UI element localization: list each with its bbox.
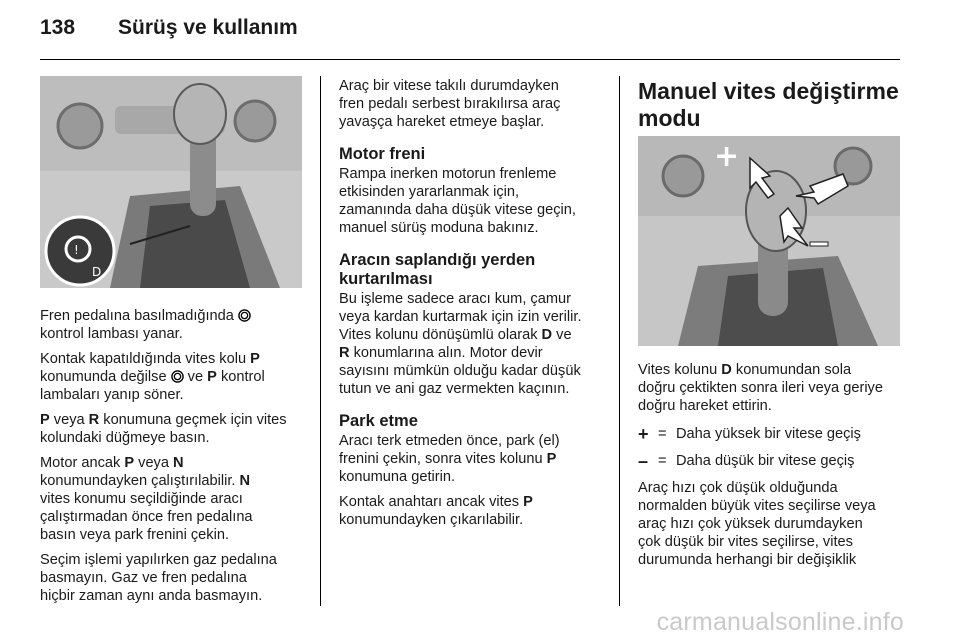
- gear-shifter-figure: [40, 76, 302, 288]
- column-divider-1: [320, 76, 321, 606]
- header-rule: [40, 59, 900, 60]
- legend-downshift: [638, 452, 908, 470]
- svg-text:!: !: [74, 243, 79, 257]
- manual-shift-figure: [638, 136, 900, 346]
- right-column-body: [638, 361, 908, 576]
- paragraph-speed-warning: Araç hızı çok düşük olduğunda normalden büyük vites seçilirse veya araç hızı çok yüksek durumdayken çok düşük bir vites seçilirse, vites durumunda herhangi bir değişiklik: [638, 480, 876, 568]
- paragraph-button: P veya R konumuna geçmek için vites kolundaki düğmeye basın.: [40, 412, 287, 446]
- legend-downshift-label: Daha düşük bir vitese geçiş: [676, 453, 855, 469]
- legend-upshift: [638, 425, 908, 443]
- watermark: carmanualsonline.info: [656, 608, 904, 636]
- paragraph-brake-lamp: Fren pedalına basılmadığında kontrol lambası yanar.: [40, 307, 302, 343]
- paragraph-parking: Aracı terk etmeden önce, park (el) frenini çekin, sonra vites kolunu P konumuna getirin.: [339, 433, 560, 485]
- svg-text:D: D: [92, 265, 102, 279]
- heading-manual-mode: Manuel vites değiştirme modu: [638, 78, 899, 131]
- left-column: [40, 307, 302, 612]
- brake-lamp-icon: [238, 309, 251, 322]
- paragraph-pedal-warning: Seçim işlemi yapılırken gaz pedalına basmayın. Gaz ve fren pedalına hiçbir zaman aynı anda basmayın.: [40, 552, 277, 604]
- brake-lamp-icon: [171, 370, 184, 383]
- equals-sign: =: [658, 453, 667, 469]
- paragraph-key-removal: Kontak anahtarı ancak vites P konumundayken çıkarılabilir.: [339, 494, 533, 528]
- column-divider-2: [619, 76, 620, 606]
- paragraph-engine-start: Motor ancak P veya N konumundayken çalıştırılabilir. N vites konumu seçildiğinde aracı çalıştırmadan önce fren pedalına basın veya park frenini çekin.: [40, 455, 253, 543]
- chapter-title: Sürüş ve kullanım: [118, 16, 298, 39]
- svg-text:+: +: [714, 139, 740, 174]
- plus-symbol: +: [638, 424, 649, 444]
- heading-engine-brake: Motor freni: [339, 145, 426, 163]
- page-number: 138: [40, 16, 76, 39]
- legend-upshift-label: Daha yüksek bir vitese geçiş: [676, 426, 861, 442]
- middle-column: [339, 77, 609, 536]
- heading-rocking-vehicle: Aracın saplandığı yerden kurtarılması: [339, 251, 536, 288]
- heading-parking: Park etme: [339, 412, 418, 430]
- paragraph-rocking-vehicle: Bu işleme sadece aracı kum, çamur veya kardan kurtarmak için izin verilir. Vites kolunu dönüşümlü olarak D ve R konumlarına alın. Motor devir sayısını mümkün olduğu kadar düşük tutun ve ani gaz vermekten kaçının.: [339, 291, 582, 397]
- right-column: [638, 78, 903, 132]
- paragraph-creep: Araç bir vitese takılı durumdayken fren pedalı serbest bırakılırsa araç yavaşça hareket etmeye başlar.: [339, 78, 561, 130]
- paragraph-manual-mode: Vites kolunu D konumundan sola doğru çektikten sonra ileri veya geriye doğru hareket ettirin.: [638, 362, 883, 414]
- paragraph-ignition: Kontak kapatıldığında vites kolu P konumunda değilse ve P kontrol lambaları yanıp söner.: [40, 351, 265, 403]
- minus-symbol: –: [638, 451, 649, 471]
- paragraph-engine-brake: Rampa inerken motorun frenleme etkisinden yararlanmak için, zamanında daha düşük vitese geçin, manuel sürüş moduna bakınız.: [339, 166, 576, 236]
- equals-sign: =: [658, 426, 667, 442]
